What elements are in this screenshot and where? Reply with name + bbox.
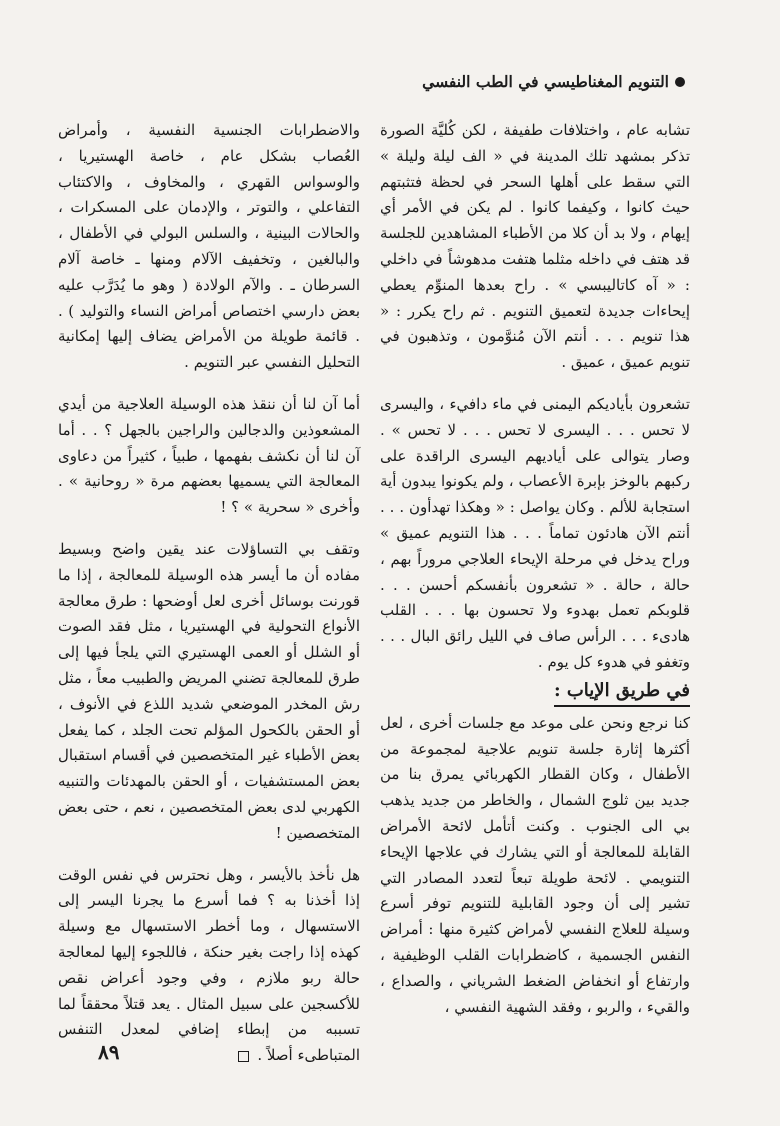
paragraph-last — [58, 863, 360, 1069]
paragraph: تشعرون بأياديكم اليمنى في ماء دافيء ، واليسرى لا تحس . . . اليسرى لا تحس . . . لا تحس » . وصار يتوالى على أياديهم اليسرى الراقدة على ركبهم بالوخز بإبرة الأعصاب ، ولم يكونوا يبدون أية استجابة للألم . وكان يواصل : « وهكذا تهدأون . . . أنتم الآن هادئون تماماً . . . هذا التنويم عميق » وراح يدخل في مرحلة الإيحاء العلاجي مروراً بهم ، حالة ، حالة . « تشعرون بأنفسكم أحسن . . . قلوبكم تعمل بهدوء ولا تحسون بها . . . القلب هادىء . . . الرأس صاف في الليل رائق البال . . . وتغفو في هدوء كل يوم . — [380, 394, 690, 671]
page-number: ٨٩ — [98, 1040, 120, 1064]
right-column — [380, 118, 690, 1020]
running-title: التنويم المغناطيسي في الطب النفسي — [422, 72, 669, 91]
paragraph: تشابه عام ، واختلافات طفيفة ، لكن كُليَّة الصورة تذكر بمشهد تلك المدينة في « الف ليلة وليلة » التي سقط على أهلها السحر في لحظة فتثبتهم حيث كانوا ، وكيفما كانوا . لم يكن في الأمر أي إيهام ، ولا بد أن كلا من الأطباء المشاهدين للجلسة قد هتف في داخله مثلما هتفت مدهوشاً في داخلي : « آه كاتاليبسي » . راح بعدها المنوِّم يعطي إيحاءات جديدة لتعميق التنويم . ثم راح يكرر : « هذا تنويم . . . أنتم الآن مُنوَّمون ، وتذهبون في تنويم عميق ، عميق . — [380, 121, 690, 372]
paragraph: كنا نرجع ونحن على موعد مع جلسات أخرى ، لعل أكثرها إثارة جلسة تنويم علاجية لمجموعة من الأطفال ، وكان القطار الكهربائي يمرق بنا من جديد بين ثلوج الشمال ، والخاطر من جديد يذهب بي الى الجنوب . وكنت أتأمل لائحة الأمراض القابلة للمعالجة أو التي يشارك في علاجها الإيحاء التنويمي . لائحة طويلة تبعاً لتعدد المصادر التي تشير إلى أن وجود القابلية للتنويم توفر أسرع وسيلة للعلاج النفسي لأمراض كثيرة منها : أمراض النفس الجسمية ، كاضطرابات القلب الوظيفية ، وارتفاع أو انخفاض الضغط الشرياني ، والصداع ، والقيء ، والربو ، وفقد الشهية النفسي ، — [380, 713, 690, 1016]
left-column — [58, 118, 360, 1069]
bullet-icon — [675, 77, 685, 87]
paragraph: أما آن لنا أن ننقذ هذه الوسيلة العلاجية من أيدي المشعوذين والدجالين والراجين بالجهل ؟ . . أما آن لنا أن نكشف بفهمها ، طبياً ، كثيراً من دعاوى المعالجة التي يسميها بعضهم مرة « روحانية » . وأخرى « سحرية » ؟ ! — [58, 394, 360, 517]
paragraph: والاضطرابات الجنسية النفسية ، وأمراض العُصاب بشكل عام ، خاصة الهستيريا ، والوسواس القهري ، والمخاوف ، والاكتئاب التفاعلي ، والتوتر ، والإدمان على المسكرات ، والحالات البينية ، والسلس البولي في الأطفال ، والبالغين ، وتخفيف الآلام ومنها ـ خاصة آلام السرطان ـ . والآم الولادة ( وهو ما يُدَرَّب عليه بعض دارسي اختصاص أمراض النساء والتوليد ) . . قائمة طويلة من الأمراض يضاف إليها إمكانية التحليل النفسي عبر التنويم . — [58, 121, 360, 372]
paragraph: وتقف بي التساؤلات عند يقين واضح وبسيط مفاده أن ما أيسر هذه الوسيلة للمعالجة ، إذا ما قورنت بوسائل أخرى لعل أوضحها : طرق معالجة الأنواع التحولية في الهستيريا ، مثل فقد الصوت أو الشلل أو العمى الهستيري التي يلجأ فيها إلى طرق للمعالجة تضني المريض والطبيب معاً ، مثل رش المخدر الموضعي شديد اللذع في الأنوف ، أو الحقن بالكحول المؤلم تحت الجلد ، كما يفعل بعض الأطباء غير المتخصصين في أقسام استقبال بعض المستشفيات ، أو الحقن بالمهدئات والتنبيه الكهربي لدى بعض المتخصصين ، نعم ، حتى بعض المتخصصين ! — [58, 539, 360, 842]
section-heading: في طريق الإياب : — [554, 678, 690, 707]
paragraph-text: هل نأخذ بالأيسر ، وهل نحترس في نفس الوقت إذا أخذنا به ؟ فما أسرع ما يجرنا اليسر إلى الاستسهال ، وما أخطر الاستسهال مع وسيلة كهذه إذا راجت بغير حنكة ، فاللجوء إليها لمعالجة حالة ربو ملازم ، وفي وجود أعراض نقص للأكسجين على سبيل المثال . يعد قتلاً محققاً لما تسببه من إبطاء إضافي لمعدل التنفس المتباطىء أصلاً . — [58, 865, 360, 1065]
end-of-article-square-icon — [238, 1051, 249, 1062]
running-header — [422, 72, 685, 91]
